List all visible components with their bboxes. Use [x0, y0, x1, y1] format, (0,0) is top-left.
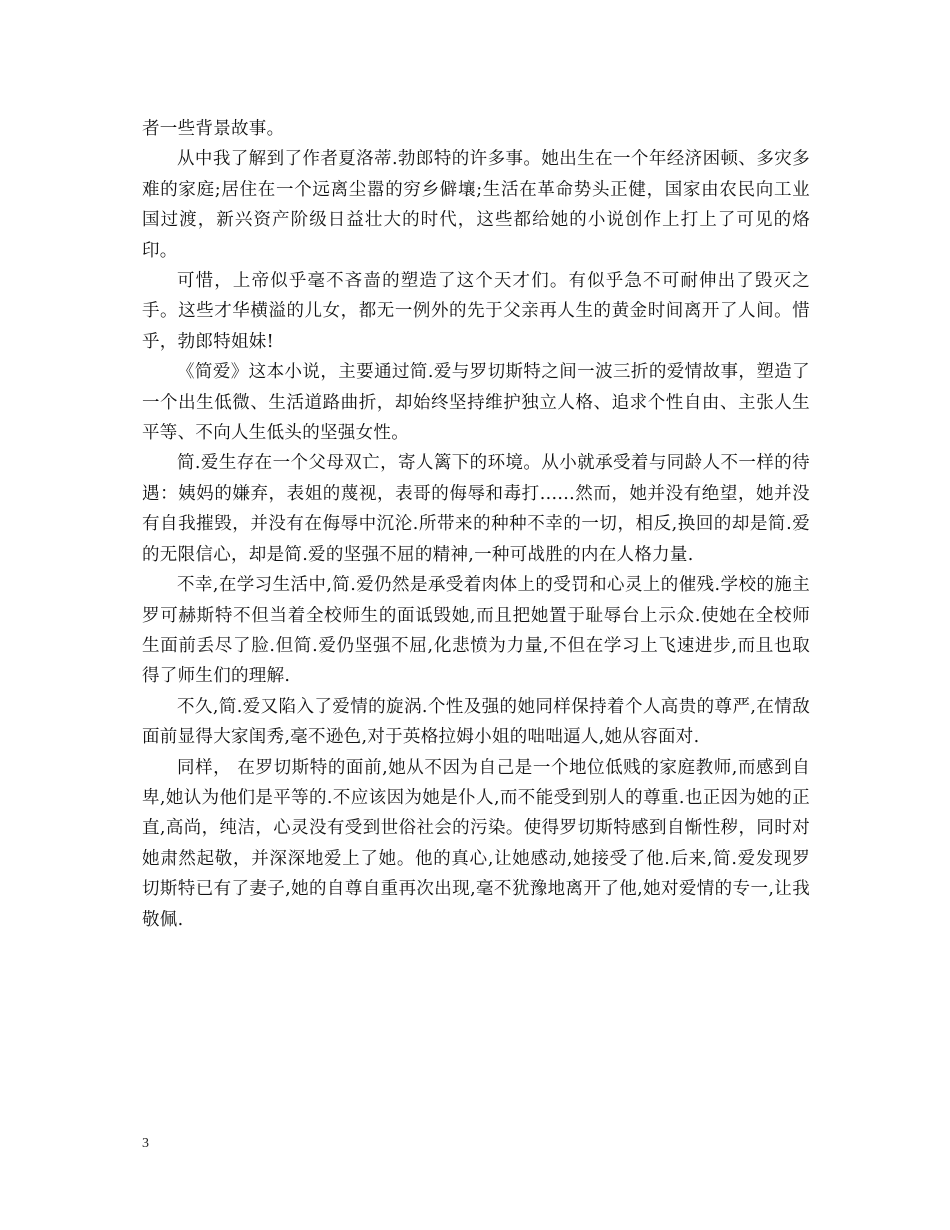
paragraph-childhood: 简.爱生存在一个父母双亡，寄人篱下的环境。从小就承受着与同龄人不一样的待遇：姨妈的嫌弃，表姐的蔑视，表哥的侮辱和毒打......然而，她并没有绝望，她并没有自我摧毁，并没有在侮辱中沉沦.所带来的种种不幸的一切，相反,换回的却是简.爱的无限信心，却是简.爱的坚强不屈的精神,一种可战胜的内在人格力量.: [142, 453, 810, 565]
paragraph-school: 不幸,在学习生活中,简.爱仍然是承受着肉体上的受罚和心灵上的催残.学校的施主罗可赫斯特不但当着全校师生的面诋毁她,而且把她置于耻辱台上示众.使她在全校师生面前丢尽了脸.但简.爱仍坚强不屈,化悲愤为力量,不但在学习上飞速进步,而且也取得了师生们的理解.: [142, 575, 810, 687]
paragraph-author-background: 从中我了解到了作者夏洛蒂.勃郎特的许多事。她出生在一个年经济困顿、多灾多难的家庭;居住在一个远离尘嚣的穷乡僻壤;生活在革命势头正健，国家由农民向工业国过渡，新兴资产阶级日益壮大的时代，这些都给她的小说创作上打上了可见的烙印。: [142, 149, 810, 261]
paragraph-bronte-sisters: 可惜，上帝似乎毫不吝啬的塑造了这个天才们。有似乎急不可耐伸出了毁灭之手。这些才华横溢的儿女，都无一例外的先于父亲再人生的黄金时间离开了人间。惜乎，勃郎特姐妹!: [142, 271, 810, 352]
paragraph-equality: 同样， 在罗切斯特的面前,她从不因为自己是一个地位低贱的家庭教师,而感到自卑,她认为他们是平等的.不应该因为她是仆人,而不能受到别人的尊重.也正因为她的正直,高尚，纯洁，心灵没有受到世俗社会的污染。使得罗切斯特感到自惭性秽，同时对她肃然起敬，并深深地爱上了她。他的真心,让她感动,她接受了他.后来,简.爱发现罗切斯特已有了妻子,她的自尊自重再次出现,毫不犹豫地离开了他,她对爱情的专一,让我敬佩.: [142, 757, 810, 930]
paragraph-continuation: 者一些背景故事。: [142, 119, 285, 139]
body-text: [142, 114, 810, 935]
paragraph-novel-summary: 《简爱》这本小说，主要通过简.爱与罗切斯特之间一波三折的爱情故事，塑造了一个出生低微、生活道路曲折，却始终坚持维护独立人格、追求个性自由、主张人生平等、不向人生低头的坚强女性。: [142, 362, 810, 444]
page-number: 3: [142, 1136, 149, 1151]
paragraph-love: 不久,简.爱又陷入了爱情的旋涡.个性及强的她同样保持着个人高贵的尊严,在情敌面前显得大家闺秀,毫不逊色,对于英格拉姆小姐的咄咄逼人,她从容面对.: [142, 696, 810, 748]
